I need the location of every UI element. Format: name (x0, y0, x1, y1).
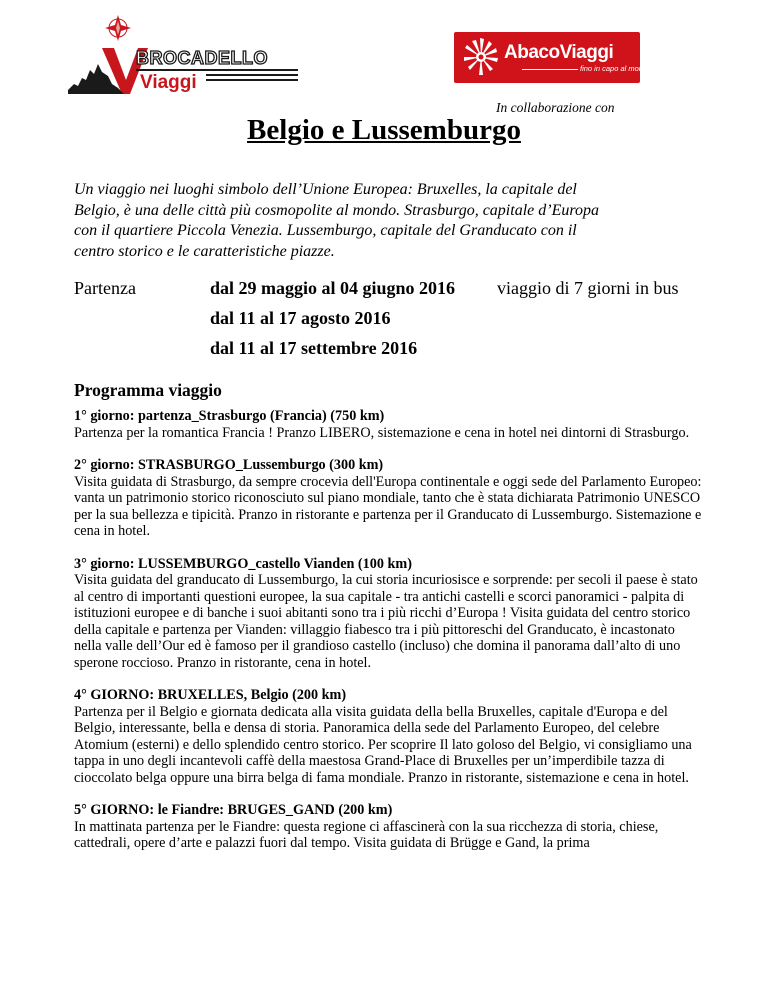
intro-line: centro storico e le caratteristiche piazze. (74, 242, 335, 260)
program-days (74, 408, 702, 868)
day-title: 4° GIORNO: BRUXELLES, Belgio (200 km) (74, 687, 347, 703)
departure-date: dal 11 al 17 agosto 2016 (210, 308, 391, 328)
brocadello-logo-graphic (66, 14, 302, 96)
day-title: 2° giorno: STRASBURGO_Lussemburgo (300 km) (74, 457, 384, 473)
departure-label: Partenza (74, 278, 136, 298)
intro-line: Un viaggio nei luoghi simbolo dell’Unione Europea: Bruxelles, la capitale del (74, 181, 577, 198)
departure-note: viaggio di 7 giorni in bus (497, 278, 679, 298)
collaboration-note: In collaborazione con (496, 100, 615, 115)
day-text: Visita guidata del granducato di Lussemburgo, la cui storia incuriosisce e sorprende: per secoli il paese è stato al centro di importanti questioni europee, la sua capitale - tra antichi castelli e scorci panoramici - palpita di istituzioni europee e di banche i suoi abitanti sono tra i più ricchi d’Europa ! Visita guidata del centro storico della capitale e partenza per Vianden: villaggio fiabesco tra i più pittoreschi del Granducato, è incastonato nella valle dell’Our ed è famoso per il grandioso castello (incluso) che domina il panorama dall’alto di uno sperone roccioso. Pranzo in ristorante, cena in hotel. (74, 572, 698, 671)
day-title: 3° giorno: LUSSEMBURGO_castello Vianden (100 km) (74, 555, 412, 572)
departure-date: dal 11 al 17 settembre 2016 (210, 338, 418, 358)
day-text: Partenza per il Belgio e giornata dedicata alla visita guidata della bella Bruxelles, capitale d'Europa e del Belgio, interessante, bella e densa di storia. Panoramica della sede del Parlamento Europeo, del celebre Atomium (esterni) e dello splendido centro storico. Per scoprire Il lato goloso del Belgio, vi consigliamo una tappa in uno degli incantevoli caffè della maestosa Grand-Place di Bruxelles per un’imperdibile tazza di cioccolato belga oppure una birra belga di fama mondiale. Pranzo in ristorante, sistemazione e cena in hotel. (74, 703, 692, 786)
brocadello-logo (66, 14, 302, 96)
day-text: In mattinata partenza per le Fiandre: questa regione ci affascinerà con la sua ricchezza di storia, chiese, cattedrali, opere d’arte e palazzi fuori dal tempo. Visita guidata di Brügge e Gand, la prima (74, 818, 659, 851)
viaggi-logo-text: Viaggi (140, 72, 197, 93)
intro-paragraph (74, 180, 695, 262)
intro-line: Belgio, è una delle città più cosmopolite al mondo. Strasburgo, capitale d’Europa (74, 201, 599, 219)
abacoviaggi-brand: AbacoViaggi (504, 42, 614, 63)
sun-icon (462, 37, 500, 77)
brocadello-logo-text: BROCADELLO (136, 48, 268, 68)
program-title: Programma viaggio (74, 380, 222, 400)
day-text: Visita guidata di Strasburgo, da sempre crocevia dell'Europa continentale e oggi sede del Parlamento Europeo: vanta un patrimonio storico riconosciuto sul piano mondiale, tanto che è stata dichiarata Patrimonio UNESCO per la sua bellezza e tipicità. Pranzo in ristorante e partenza per il Granducato di Lussemburgo. Sistemazione e cena in hotel. (74, 473, 702, 539)
tagline-rule (522, 69, 578, 70)
day-text: Partenza per la romantica Francia ! Pranzo LIBERO, sistemazione e cena in hotel nei dintorni di Strasburgo. (74, 424, 690, 441)
program-day (74, 408, 702, 441)
abacoviaggi-logo (454, 32, 652, 83)
intro-line: con il quartiere Piccola Venezia. Lussemburgo, capitale del Granducato con il (74, 222, 577, 239)
day-title: 5° GIORNO: le Fiandre: BRUGES_GAND (200 km) (74, 802, 393, 818)
page-title: Belgio e Lussemburgo (247, 114, 521, 146)
day-title: 1° giorno: partenza_Strasburgo (Francia) (750 km) (74, 408, 385, 424)
departure-date: dal 29 maggio al 04 giugno 2016 (210, 278, 456, 298)
abacoviaggi-tagline: fino in capo al mondo (580, 64, 652, 73)
program-day (74, 556, 702, 672)
program-day (74, 802, 702, 852)
program-day (74, 687, 702, 786)
program-day (74, 457, 702, 540)
